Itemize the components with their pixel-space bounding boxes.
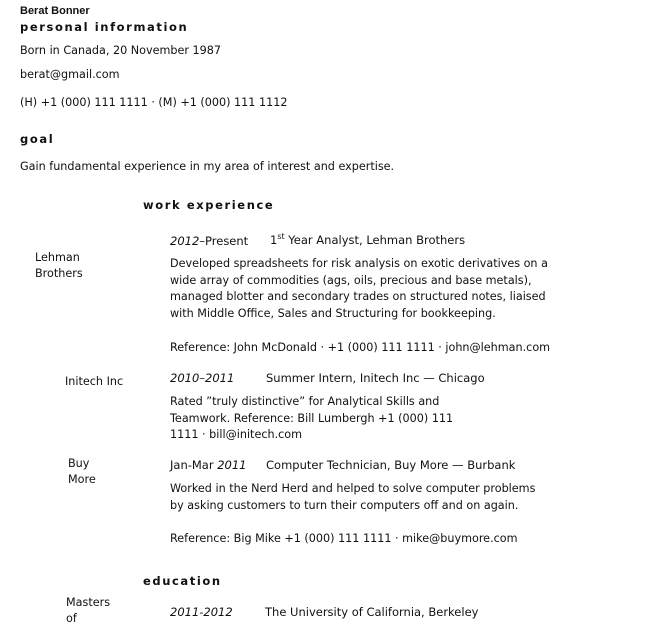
job-title-text: Year Analyst, Lehman Brothers [284,233,466,247]
email-address: berat@gmail.com [20,68,120,81]
job-label-lehman: Lehman Brothers [35,251,83,280]
job-date-prefix: Jan-Mar [170,458,218,472]
education-heading: education [143,574,222,588]
education-label: Masters of [66,596,111,625]
phone-numbers: (H) +1 (000) 111 1111 · (M) +1 (000) 111 1112 [20,96,288,109]
job-date-year: 2012 [170,234,200,248]
job-title-prefix: 1 [270,233,278,247]
job-description-lehman: Developed spreadsheets for risk analysis on exotic derivatives on a wide array of commodities (ags, oils, precious and base metals), managed blotter and secondary trades on structured notes, liaised with Middle Office, Sales and Structuring for bookkeeping. [170,257,548,321]
job-date-year: 2011 [217,458,247,472]
birth-info: Born in Canada, 20 November 1987 [20,44,222,57]
job-description-buymore: Worked in the Nerd Herd and helped to solve computer problems by asking customers to turn their computers off and on again. [170,482,536,512]
job-date-buymore [170,458,247,472]
goal-heading: goal [20,132,55,146]
job-label-buymore: Buy More [68,457,96,486]
job-reference-buymore: Reference: Big Mike +1 (000) 111 1111 · mike@buymore.com [170,532,518,545]
job-label-initech: Initech Inc [65,375,124,388]
goal-text: Gain fundamental experience in my area of interest and expertise. [20,160,395,173]
job-date-lehman [170,234,248,248]
job-description-initech: Rated ”truly distinctive” for Analytical Skills and Teamwork. Reference: Bill Lumbergh +1 (000) 111 1111 · bill@initech.com [170,395,454,442]
job-date-suffix: –Present [199,234,249,248]
job-date-initech: 2010–2011 [170,371,235,385]
job-title-lehman [270,232,465,247]
job-title-buymore: Computer Technician, Buy More — Burbank [266,458,516,472]
job-title-initech: Summer Intern, Initech Inc — Chicago [266,371,485,385]
personal-information-heading: personal information [20,20,189,34]
job-title-sup: st [277,232,285,241]
education-school: The University of California, Berkeley [265,605,479,619]
job-reference-lehman: Reference: John McDonald · +1 (000) 111 1111 · john@lehman.com [170,341,551,354]
education-date: 2011-2012 [170,605,233,619]
resume-name: Berat Bonner [20,5,90,17]
work-experience-heading: work experience [143,198,275,212]
